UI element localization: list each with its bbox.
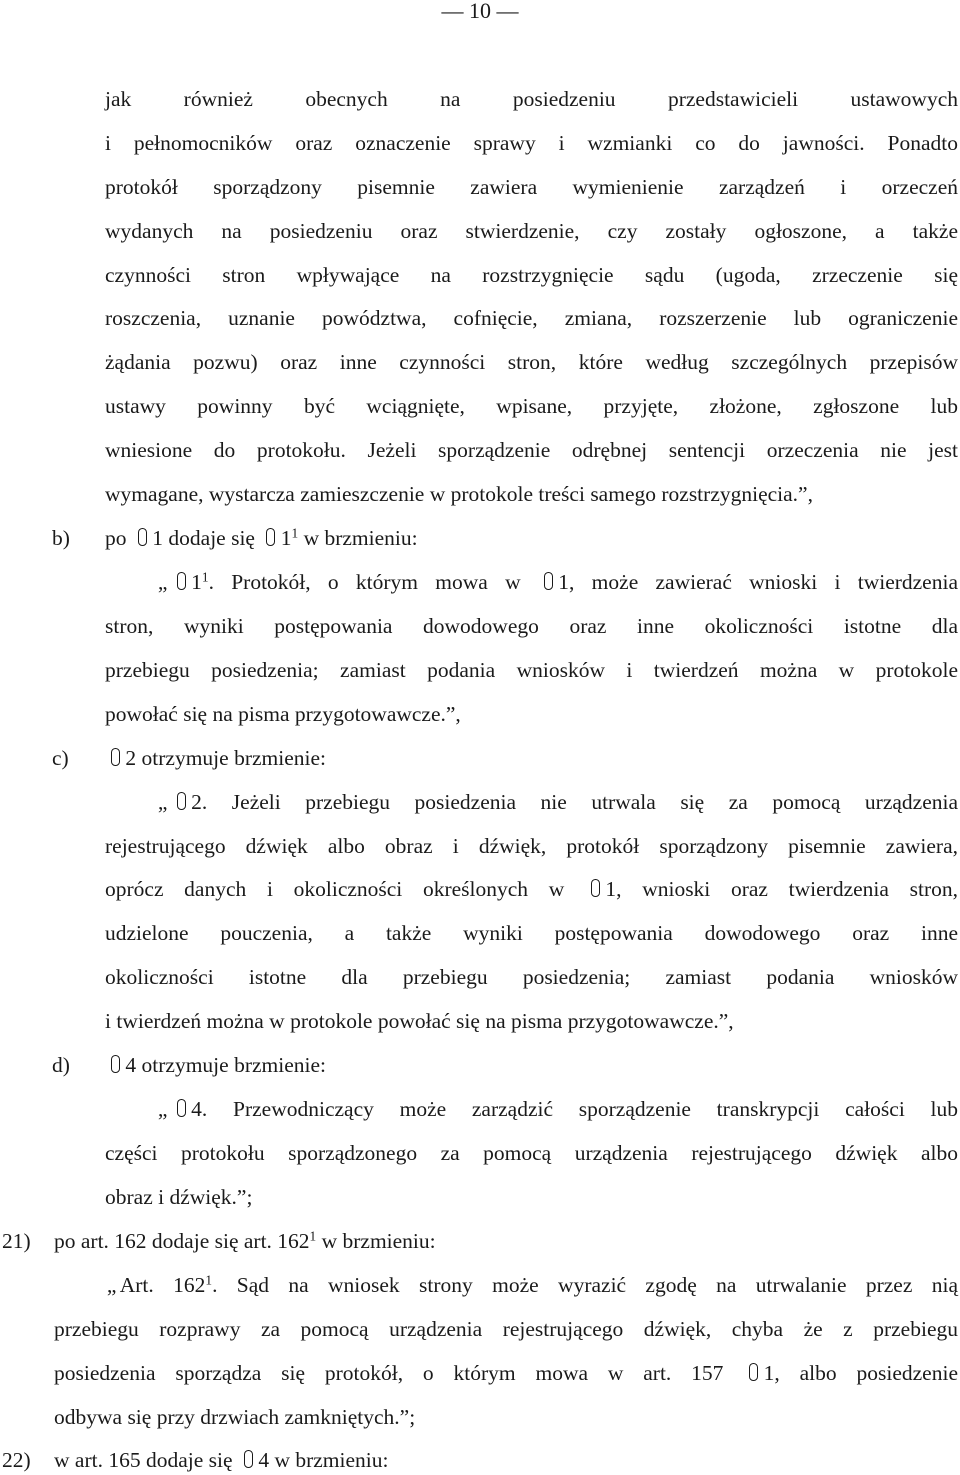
section-sign-icon bbox=[240, 1450, 256, 1469]
text: po bbox=[105, 526, 127, 550]
item-label: b) bbox=[52, 526, 70, 550]
section-sign-icon bbox=[173, 792, 189, 811]
text: . Sąd na wniosek strony może wyrazić zgodę na utrwalanie przez nią bbox=[212, 1273, 958, 1297]
text-line: przebiegu posiedzenia; zamiast podania wniosków i twierdzeń można w protokole bbox=[105, 658, 958, 682]
text: 4. Przewodniczący może zarządzić sporządzenie transkrypcji całości lub bbox=[191, 1097, 958, 1121]
item-intro bbox=[54, 1226, 436, 1256]
text-line: wniesione do protokołu. Jeżeli sporządzenie odrębnej sentencji orzeczenia nie jest bbox=[105, 438, 958, 462]
text-line bbox=[158, 1094, 958, 1124]
text-line: roszczenia, uznanie powództwa, cofnięcie, zmiana, rozszerzenie lub ograniczenie bbox=[105, 306, 958, 330]
item-intro bbox=[105, 1050, 326, 1080]
item-label: 22) bbox=[2, 1448, 31, 1472]
text: 4 otrzymuje brzmienie: bbox=[125, 1053, 327, 1077]
section-sign-icon bbox=[107, 748, 123, 767]
text: oprócz danych i okoliczności określonych w bbox=[105, 877, 565, 901]
quote-mark: ,, bbox=[107, 1273, 116, 1297]
quote-mark: ,, bbox=[158, 790, 167, 814]
text-line: żądania pozwu) oraz inne czynności stron, które według szczególnych przepisów bbox=[105, 350, 958, 374]
text-line bbox=[107, 1270, 958, 1300]
superscript: 1 bbox=[205, 1272, 213, 1288]
text-line: i twierdzeń można w protokole powołać się na pisma przygotowawcze.”, bbox=[105, 1009, 734, 1033]
text: 1 bbox=[191, 570, 202, 594]
text-line: udzielone pouczenia, a także wyniki postępowania dowodowego oraz inne bbox=[105, 921, 958, 945]
superscript: 1 bbox=[291, 525, 299, 541]
text: 1, albo posiedzenie bbox=[763, 1361, 958, 1385]
text: 1 bbox=[280, 526, 292, 550]
page-number: — 10 — bbox=[441, 0, 519, 23]
superscript: 1 bbox=[201, 569, 209, 585]
text-line: obraz i dźwięk.”; bbox=[105, 1185, 253, 1209]
text: po art. 162 dodaje się art. 162 bbox=[54, 1229, 310, 1253]
item-label: 21) bbox=[2, 1229, 31, 1253]
text-line: protokół sporządzony pisemnie zawiera wymienienie zarządzeń i orzeczeń bbox=[105, 175, 958, 199]
quote-mark: ,, bbox=[158, 1097, 167, 1121]
item-label: c) bbox=[52, 746, 69, 770]
text: posiedzenia sporządza się protokół, o którym mowa w art. 157 bbox=[54, 1361, 724, 1385]
section-sign-icon bbox=[745, 1363, 761, 1382]
item-label: d) bbox=[52, 1053, 70, 1077]
text-line: wydanych na posiedzeniu oraz stwierdzenie, czy zostały ogłoszone, a także bbox=[105, 219, 958, 243]
text-line: i pełnomocników oraz oznaczenie sprawy i wzmianki co do jawności. Ponadto bbox=[105, 131, 958, 155]
text-line: jak również obecnych na posiedzeniu przedstawicieli ustawowych bbox=[105, 87, 958, 111]
superscript: 1 bbox=[309, 1228, 317, 1244]
text-line: wymagane, wystarcza zamieszczenie w protokole treści samego rozstrzygnięcia.”, bbox=[105, 482, 813, 506]
text: 1 dodaje się bbox=[152, 526, 255, 550]
text-line bbox=[105, 874, 958, 904]
section-sign-icon bbox=[134, 528, 150, 547]
text-line bbox=[158, 567, 958, 597]
text: 2 otrzymuje brzmienie: bbox=[125, 746, 327, 770]
text-line: powołać się na pisma przygotowawcze.”, bbox=[105, 702, 461, 726]
section-sign-icon bbox=[540, 572, 556, 591]
text-line: rejestrującego dźwięk albo obraz i dźwięk, protokół sporządzony pisemnie zawiera, bbox=[105, 834, 958, 858]
text: w brzmieniu: bbox=[303, 526, 418, 550]
text: w art. 165 dodaje się bbox=[54, 1448, 233, 1472]
text-line: przebiegu rozprawy za pomocą urządzenia rejestrującego dźwięk, chyba że z przebiegu bbox=[54, 1317, 958, 1341]
section-sign-icon bbox=[107, 1055, 123, 1074]
text: Art. 162 bbox=[119, 1273, 206, 1297]
text: 2. Jeżeli przebiegu posiedzenia nie utrwala się za pomocą urządzenia bbox=[191, 790, 958, 814]
text-line: odbywa się przy drzwiach zamkniętych.”; bbox=[54, 1405, 416, 1429]
text: w brzmieniu: bbox=[321, 1229, 436, 1253]
text-line: czynności stron wpływające na rozstrzygnięcie sądu (ugoda, zrzeczenie się bbox=[105, 263, 958, 287]
section-sign-icon bbox=[173, 572, 189, 591]
item-intro bbox=[105, 743, 326, 773]
text-line: części protokołu sporządzonego za pomocą urządzenia rejestrującego dźwięk albo bbox=[105, 1141, 958, 1165]
text: 1, wnioski oraz twierdzenia stron, bbox=[605, 877, 958, 901]
text-line: okoliczności istotne dla przebiegu posiedzenia; zamiast podania wniosków bbox=[105, 965, 958, 989]
section-sign-icon bbox=[263, 528, 279, 547]
text-line: ustawy powinny być wciągnięte, wpisane, przyjęte, złożone, zgłoszone lub bbox=[105, 394, 958, 418]
quote-mark: ,, bbox=[158, 570, 167, 594]
text: 4 w brzmieniu: bbox=[258, 1448, 389, 1472]
text-line bbox=[54, 1358, 958, 1388]
section-sign-icon bbox=[587, 879, 603, 898]
text-line bbox=[158, 787, 958, 817]
text: 1, może zawierać wnioski i twierdzenia bbox=[558, 570, 958, 594]
section-sign-icon bbox=[173, 1099, 189, 1118]
item-intro bbox=[54, 1445, 388, 1475]
item-intro bbox=[105, 523, 418, 553]
text: . Protokół, o którym mowa w bbox=[208, 570, 521, 594]
text-line: stron, wyniki postępowania dowodowego oraz inne okoliczności istotne dla bbox=[105, 614, 958, 638]
